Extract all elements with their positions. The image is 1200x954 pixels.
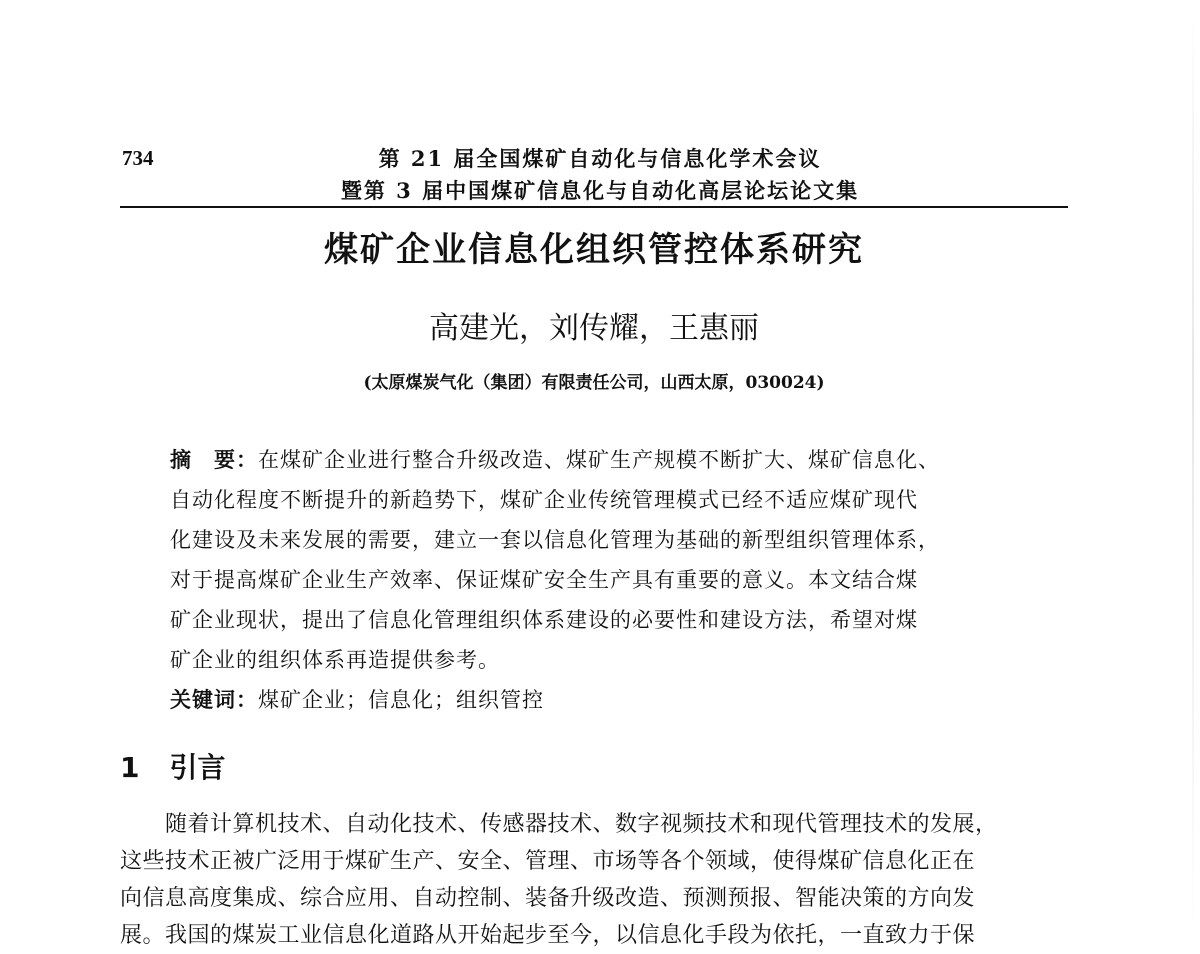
abstract-line: 对于提高煤矿企业生产效率、保证煤矿安全生产具有重要的意义。本文结合煤 [170, 568, 918, 592]
authors: 高建光，刘传耀，王惠丽 [429, 311, 759, 346]
section-heading [120, 746, 226, 786]
keywords-text: 煤矿企业；信息化；组织管控 [258, 688, 544, 712]
body-text [120, 806, 1080, 954]
header-rule [120, 206, 1068, 208]
section-title: 引言 [169, 751, 226, 784]
affiliation: (太原煤炭气化（集团）有限责任公司，山西太原，030024) [363, 373, 825, 393]
body-line: 展。我国的煤炭工业信息化道路从开始起步至今，以信息化手段为依托，一直致力于保 [120, 923, 976, 948]
running-header-line-1: 第 21 届全国煤矿自动化与信息化学术会议 [378, 146, 822, 171]
body-line: 这些技术正被广泛用于煤矿生产、安全、管理、市场等各个领域，使得煤矿信息化正在 [120, 849, 976, 874]
paper-title: 煤矿企业信息化组织管控体系研究 [324, 230, 864, 270]
scan-edge-mark [1192, 0, 1194, 952]
abstract [170, 440, 1020, 720]
abstract-line [170, 440, 1020, 480]
abstract-label: 摘 要： [170, 448, 258, 472]
abstract-line: 矿企业的组织体系再造提供参考。 [170, 648, 500, 672]
keywords-line [170, 680, 1020, 720]
keywords-label: 关键词： [170, 688, 258, 712]
body-line: 随着计算机技术、自动化技术、传感器技术、数字视频技术和现代管理技术的发展， [165, 812, 998, 837]
page-number: 734 [122, 146, 154, 170]
running-header-line-2: 暨第 3 届中国煤矿信息化与自动化高层论坛论文集 [340, 178, 860, 203]
abstract-line: 化建设及未来发展的需要，建立一套以信息化管理为基础的新型组织管理体系， [170, 528, 940, 552]
abstract-text: 在煤矿企业进行整合升级改造、煤矿生产规模不断扩大、煤矿信息化、 [258, 448, 940, 472]
abstract-line: 矿企业现状，提出了信息化管理组织体系建设的必要性和建设方法，希望对煤 [170, 608, 918, 632]
abstract-line: 自动化程度不断提升的新趋势下，煤矿企业传统管理模式已经不适应煤矿现代 [170, 488, 918, 512]
section-number: 1 [120, 751, 140, 784]
body-line: 向信息高度集成、综合应用、自动控制、装备升级改造、预测预报、智能决策的方向发 [120, 886, 976, 911]
